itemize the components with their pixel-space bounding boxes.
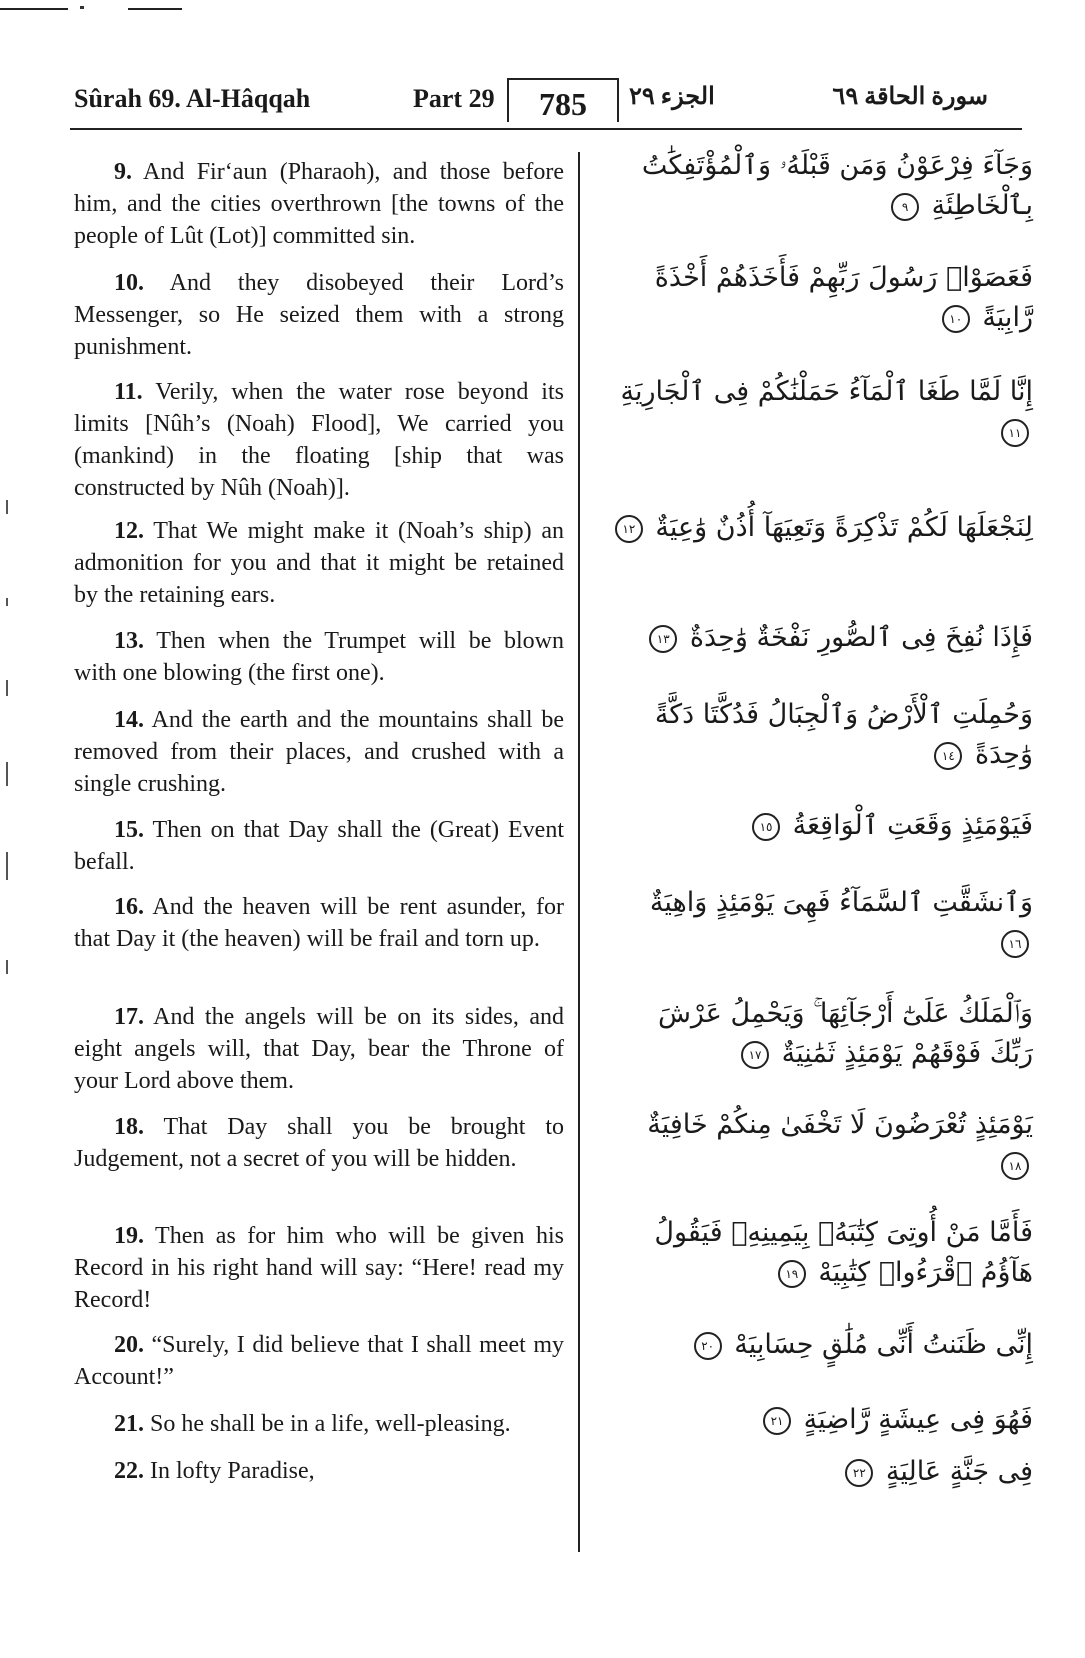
part-label-arabic: الجزء ٢٩ bbox=[629, 84, 715, 110]
margin-mark bbox=[6, 960, 8, 974]
verse-arabic: وَجَآءَ فِرْعَوْنُ وَمَن قَبْلَهُۥ وَٱلْمُؤْتَفِكَٰتُ بِٱلْخَاطِئَةِ ٩ bbox=[641, 150, 1033, 221]
page-header bbox=[74, 78, 1024, 130]
margin-mark bbox=[6, 500, 8, 514]
verse-english: 20. “Surely, I did believe that I shall meet my Account!” bbox=[74, 1332, 565, 1390]
verse-arabic: فَهُوَ فِى عِيشَةٍ رَّاضِيَةٍ ٢١ bbox=[613, 1400, 1033, 1440]
verse-arabic: فِى جَنَّةٍ عَالِيَةٍ ٢٢ bbox=[613, 1452, 1033, 1492]
verse-english: 11. Verily, when the water rose beyond its limits [Nûh’s (Noah) Flood], We carried you (mankind) in the floating [ship that was constructed by Nûh (Noah)]. bbox=[74, 379, 564, 501]
margin-mark bbox=[6, 680, 8, 696]
verse-arabic: فَإِذَا نُفِخَ فِى ٱلصُّورِ نَفْخَةٌ وَٰحِدَةٌ ١٣ bbox=[613, 618, 1033, 658]
margin-mark bbox=[6, 852, 8, 880]
margin-mark bbox=[6, 762, 8, 786]
verse-arabic: لِنَجْعَلَهَا لَكُمْ تَذْكِرَةً وَتَعِيَهَآ أُذُنٌ وَٰعِيَةٌ ١٢ bbox=[613, 508, 1033, 548]
top-edge-rule bbox=[128, 8, 182, 10]
margin-mark bbox=[6, 598, 8, 606]
ayah-end-marker: ١١ bbox=[1001, 419, 1029, 447]
ayah-end-marker: ٢٠ bbox=[694, 1332, 722, 1360]
verse-arabic: إِنَّا لَمَّا طَغَا ٱلْمَآءُ حَمَلْنَٰكُمْ فِى ٱلْجَارِيَةِ ١١ bbox=[613, 372, 1033, 452]
verse-arabic: وَٱلْمَلَكُ عَلَىٰٓ أَرْجَآئِهَا ۚ وَيَحْمِلُ عَرْشَ رَبِّكَ فَوْقَهُمْ يَوْمَئِذٍ ثَمَٰنِيَةٌ ١٧ bbox=[657, 998, 1033, 1069]
ayah-end-marker: ١٤ bbox=[934, 742, 962, 770]
verse-arabic: فَأَمَّا مَنْ أُوتِىَ كِتَٰبَهُۥ بِيَمِينِهِۦ فَيَقُولُ هَآؤُمُ ٱقْرَءُوا۟ كِتَٰبِيَهْ ١٩ bbox=[654, 1217, 1033, 1288]
header-rule bbox=[70, 128, 1022, 130]
ayah-end-marker: ١٠ bbox=[942, 305, 970, 333]
verse-arabic: وَٱنشَقَّتِ ٱلسَّمَآءُ فَهِىَ يَوْمَئِذٍ وَاهِيَةٌ ١٦ bbox=[613, 883, 1033, 963]
verse-english: 14. And the earth and the mountains shall be removed from their places, and crushed with a single crushing. bbox=[74, 707, 564, 797]
verse-english: 21. So he shall be in a life, well-pleasing. bbox=[114, 1411, 511, 1437]
ayah-end-marker: ١٨ bbox=[1001, 1152, 1029, 1180]
ayah-end-marker: ٢٢ bbox=[845, 1459, 873, 1487]
surah-title-arabic: سورة الحاقة ٦٩ bbox=[832, 84, 988, 110]
page-number: 785 bbox=[507, 78, 619, 122]
verse-english: 16. And the heaven will be rent asunder, for that Day it (the heaven) will be frail and torn up. bbox=[74, 894, 564, 952]
verse-english: 18. That Day shall you be brought to Judgement, not a secret of you will be hidden. bbox=[74, 1114, 564, 1172]
verse-english: 10. And they disobeyed their Lord’s Messenger, so He seized them with a strong punishment. bbox=[74, 270, 564, 360]
ayah-end-marker: ٩ bbox=[891, 193, 919, 221]
verse-english: 12. That We might make it (Noah’s ship) an admonition for you and that it might be retained by the retaining ears. bbox=[74, 518, 564, 608]
ayah-end-marker: ١٢ bbox=[615, 515, 643, 543]
verse-english: 9. And Fir‘aun (Pharaoh), and those before him, and the cities overthrown [the towns of the people of Lût (Lot)] committed sin. bbox=[74, 159, 564, 249]
verse-arabic: يَوْمَئِذٍ تُعْرَضُونَ لَا تَخْفَىٰ مِنكُمْ خَافِيَةٌ ١٨ bbox=[613, 1105, 1033, 1185]
part-label-english: Part 29 bbox=[413, 84, 495, 113]
ayah-end-marker: ١٦ bbox=[1001, 930, 1029, 958]
verse-english: 22. In lofty Paradise, bbox=[114, 1458, 315, 1484]
verse-arabic: فَعَصَوْا۟ رَسُولَ رَبِّهِمْ فَأَخَذَهُمْ أَخْذَةً رَّابِيَةً ١٠ bbox=[654, 262, 1033, 333]
surah-title-english: Sûrah 69. Al-Hâqqah bbox=[74, 84, 311, 113]
verse-english: 15. Then on that Day shall the (Great) Event befall. bbox=[74, 817, 564, 875]
verse-english: 19. Then as for him who will be given his Record in his right hand will say: “Here! read my Record! bbox=[74, 1223, 564, 1313]
verse-arabic: إِنِّى ظَنَنتُ أَنِّى مُلَٰقٍ حِسَابِيَهْ ٢٠ bbox=[613, 1325, 1033, 1365]
ayah-end-marker: ٢١ bbox=[763, 1407, 791, 1435]
verse-arabic: وَحُمِلَتِ ٱلْأَرْضُ وَٱلْجِبَالُ فَدُكَّتَا دَكَّةً وَٰحِدَةً ١٤ bbox=[654, 699, 1033, 770]
verse-arabic: فَيَوْمَئِذٍ وَقَعَتِ ٱلْوَاقِعَةُ ١٥ bbox=[613, 806, 1033, 846]
column-divider bbox=[578, 152, 580, 1552]
ayah-end-marker: ١٧ bbox=[741, 1041, 769, 1069]
top-edge-rule bbox=[0, 8, 68, 10]
top-edge-mark bbox=[80, 6, 84, 9]
verse-english: 13. Then when the Trumpet will be blown with one blowing (the first one). bbox=[74, 628, 564, 686]
ayah-end-marker: ١٥ bbox=[752, 813, 780, 841]
ayah-end-marker: ١٣ bbox=[649, 625, 677, 653]
ayah-end-marker: ١٩ bbox=[778, 1260, 806, 1288]
verse-english: 17. And the angels will be on its sides, and eight angels will, that Day, bear the Throne of your Lord above them. bbox=[74, 1004, 564, 1094]
